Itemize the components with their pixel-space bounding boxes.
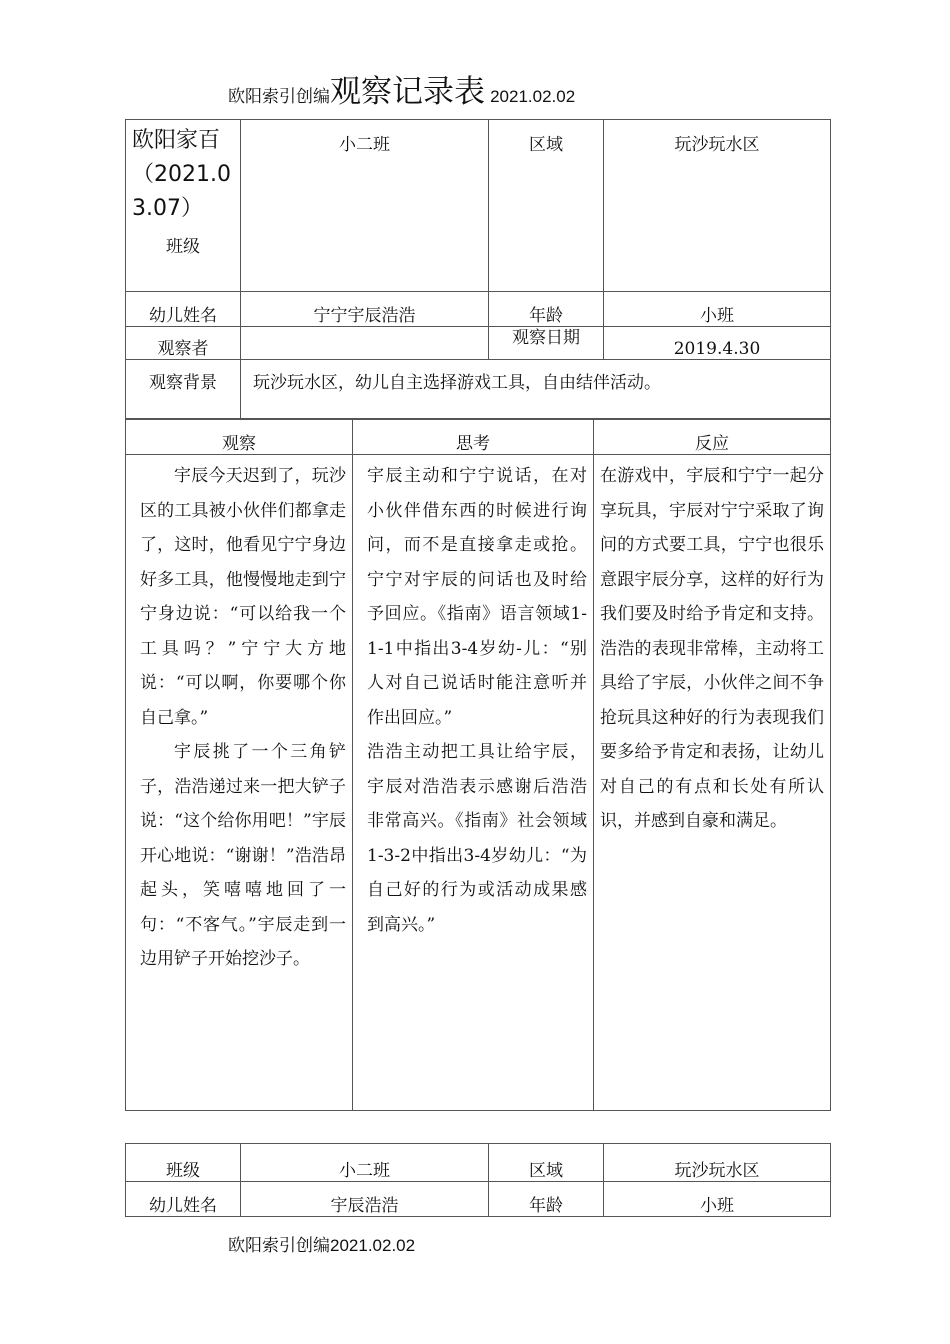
observation-date-value: 2019.4.30 [604, 327, 831, 360]
age-label: 年龄 [489, 292, 604, 327]
think-cell [353, 455, 594, 1111]
class-label-cell [126, 120, 241, 292]
child-name-label: 幼儿姓名 [126, 292, 241, 327]
age-value-2: 小班 [604, 1182, 831, 1217]
column-header-observe: 观察 [126, 420, 353, 455]
observe-paragraph: 宇辰今天迟到了，玩沙区的工具被小伙伴们都拿走了，这时，他看见宁宁身边好多工具，他慢慢地走到宁宁身边说：“可以给我一个工具吗？”宁宁大方地说：“可以啊，你要哪个你自己拿。” [140, 466, 346, 728]
class-label-name: 欧阳家百（2021.03.07） [132, 128, 231, 221]
record-info-table-2 [125, 1143, 831, 1217]
observation-date-label-cell [489, 327, 604, 360]
page-title: 观察记录表 [330, 74, 485, 110]
document-header [228, 66, 575, 111]
observation-date-label: 观察日期 [512, 328, 580, 348]
observer-value [241, 327, 489, 360]
class-value: 小二班 [241, 120, 489, 292]
footer-prefix: 欧阳索引创编 [228, 1236, 330, 1256]
column-header-think: 思考 [353, 420, 594, 455]
observer-label: 观察者 [126, 327, 241, 360]
age-label-2: 年龄 [489, 1182, 604, 1217]
child-name-label-2: 幼儿姓名 [126, 1182, 241, 1217]
class-label: 班级 [166, 237, 200, 257]
background-label: 观察背景 [126, 360, 241, 419]
area-value: 玩沙玩水区 [604, 120, 831, 292]
observe-cell [126, 455, 353, 1111]
respond-cell [594, 455, 831, 1111]
class-label-2: 班级 [126, 1144, 241, 1182]
area-label-2: 区域 [489, 1144, 604, 1182]
observation-table [125, 419, 831, 1111]
header-prefix: 欧阳索引创编 [228, 87, 330, 107]
child-name-value: 宁宁宇辰浩浩 [241, 292, 489, 327]
class-value-2: 小二班 [241, 1144, 489, 1182]
age-value: 小班 [604, 292, 831, 327]
think-paragraph: 宇辰主动和宁宁说话，在对小伙伴借东西的时候进行询问，而不是直接拿走或抢。宁宁对宇辰的问话也及时给予回应。《指南》语言领域1-1-1中指出3-4岁幼-儿：“别人对自己说话时能注意听并作出回应。” [367, 466, 587, 728]
document-footer [228, 1231, 415, 1256]
header-date: 2021.02.02 [490, 87, 576, 106]
column-header-respond: 反应 [594, 420, 831, 455]
footer-date: 2021.02.02 [330, 1236, 416, 1255]
area-value-2: 玩沙玩水区 [604, 1144, 831, 1182]
background-value: 玩沙玩水区，幼儿自主选择游戏工具，自由结伴活动。 [241, 360, 831, 419]
respond-paragraph: 在游戏中，宇辰和宁宁一起分享玩具，宇辰对宁宁采取了询问的方式要工具，宁宁也很乐意跟宇辰分享，这样的好行为我们要及时给予肯定和支持。浩浩的表现非常棒，主动将工具给了宇辰，小伙伴之间不争抢玩具这种好的行为表现我们要多给予肯定和表扬，让幼儿对自己的有点和长处有所认识，并感到自豪和满足。 [600, 466, 824, 831]
think-paragraph: 浩浩主动把工具让给宇辰，宇辰对浩浩表示感谢后浩浩非常高兴。《指南》社会领域1-3-2中指出3-4岁幼儿：“为自己好的行为或活动成果感到高兴。” [367, 742, 587, 935]
child-name-value-2: 宇辰浩浩 [241, 1182, 489, 1217]
area-label: 区域 [489, 120, 604, 292]
observe-paragraph: 宇辰挑了一个三角铲子，浩浩递过来一把大铲子说：“这个给你用吧！”宇辰开心地说：“谢谢！”浩浩昂起头，笑嘻嘻地回了一句：“不客气。”宇辰走到一边用铲子开始挖沙子。 [140, 742, 346, 969]
record-info-table [125, 119, 831, 419]
